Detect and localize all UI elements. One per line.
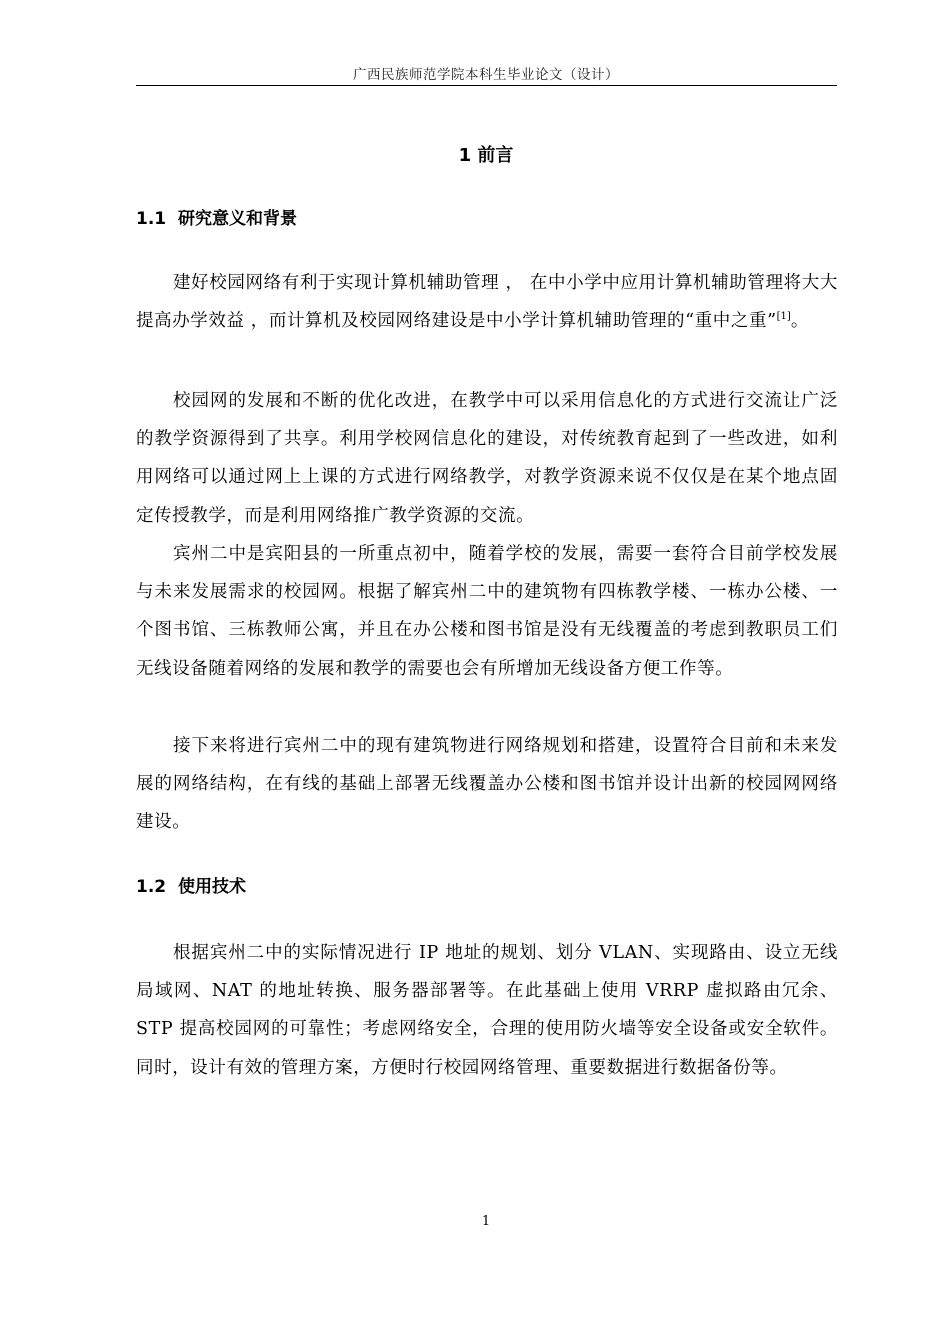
chapter-title: 1 前言 — [458, 145, 514, 166]
page-header: 广西民族师范学院本科生毕业论文（设计） — [353, 67, 619, 83]
section-heading-1-1: 1.1 研究意义和背景 — [136, 209, 297, 229]
paragraph-1-2-1: 根据宾州二中的实际情况进行 IP 地址的规划、划分 VLAN、实现路由、设立无线局域网、NAT 的地址转换、服务器部署等。在此基础上使用 VRRP 虚拟路由冗余、STP 提高校园网的可靠性；考虑网络安全，合理的使用防火墙等安全设备或安全软件。同时，设计有效的管理方案，方便时行校园网络管理、重要数据进行数据备份等。 — [136, 943, 838, 1078]
paragraph-1-1-1 — [136, 264, 838, 340]
paragraph-1-1-3: 宾州二中是宾阳县的一所重点初中，随着学校的发展，需要一套符合目前学校发展与未来发展需求的校园网。根据了解宾州二中的建筑物有四栋教学楼、一栋办公楼、一个图书馆、三栋教师公寓，并且在办公楼和图书馆是没有无线覆盖的考虑到教职员工们无线设备随着网络的发展和教学的需要也会有所增加无线设备方便工作等。 — [136, 544, 838, 679]
citation-1: [1] — [776, 311, 791, 323]
paragraph-text: 建好校园网络有利于实现计算机辅助管理 ， 在中小学中应用计算机辅助管理将大大提高办学效益 ，而计算机及校园网络建设是中小学计算机辅助管理的“重中之重” — [136, 273, 838, 332]
page-number: 1 — [481, 1214, 491, 1229]
paragraph-end: 。 — [790, 311, 809, 332]
header-rule — [136, 85, 837, 86]
paragraph-1-1-4: 接下来将进行宾州二中的现有建筑物进行网络规划和搭建，设置符合目前和未来发展的网络结构，在有线的基础上部署无线覆盖办公楼和图书馆并设计出新的校园网网络建设。 — [136, 736, 838, 833]
paragraph-1-1-2: 校园网的发展和不断的优化改进，在教学中可以采用信息化的方式进行交流让广泛的教学资源得到了共享。利用学校网信息化的建设，对传统教育起到了一些改进，如利用网络可以通过网上上课的方式进行网络教学，对教学资源来说不仅仅是在某个地点固定传授教学，而是利用网络推广教学资源的交流。 — [136, 391, 838, 526]
section-heading-1-2: 1.2 使用技术 — [136, 877, 246, 897]
